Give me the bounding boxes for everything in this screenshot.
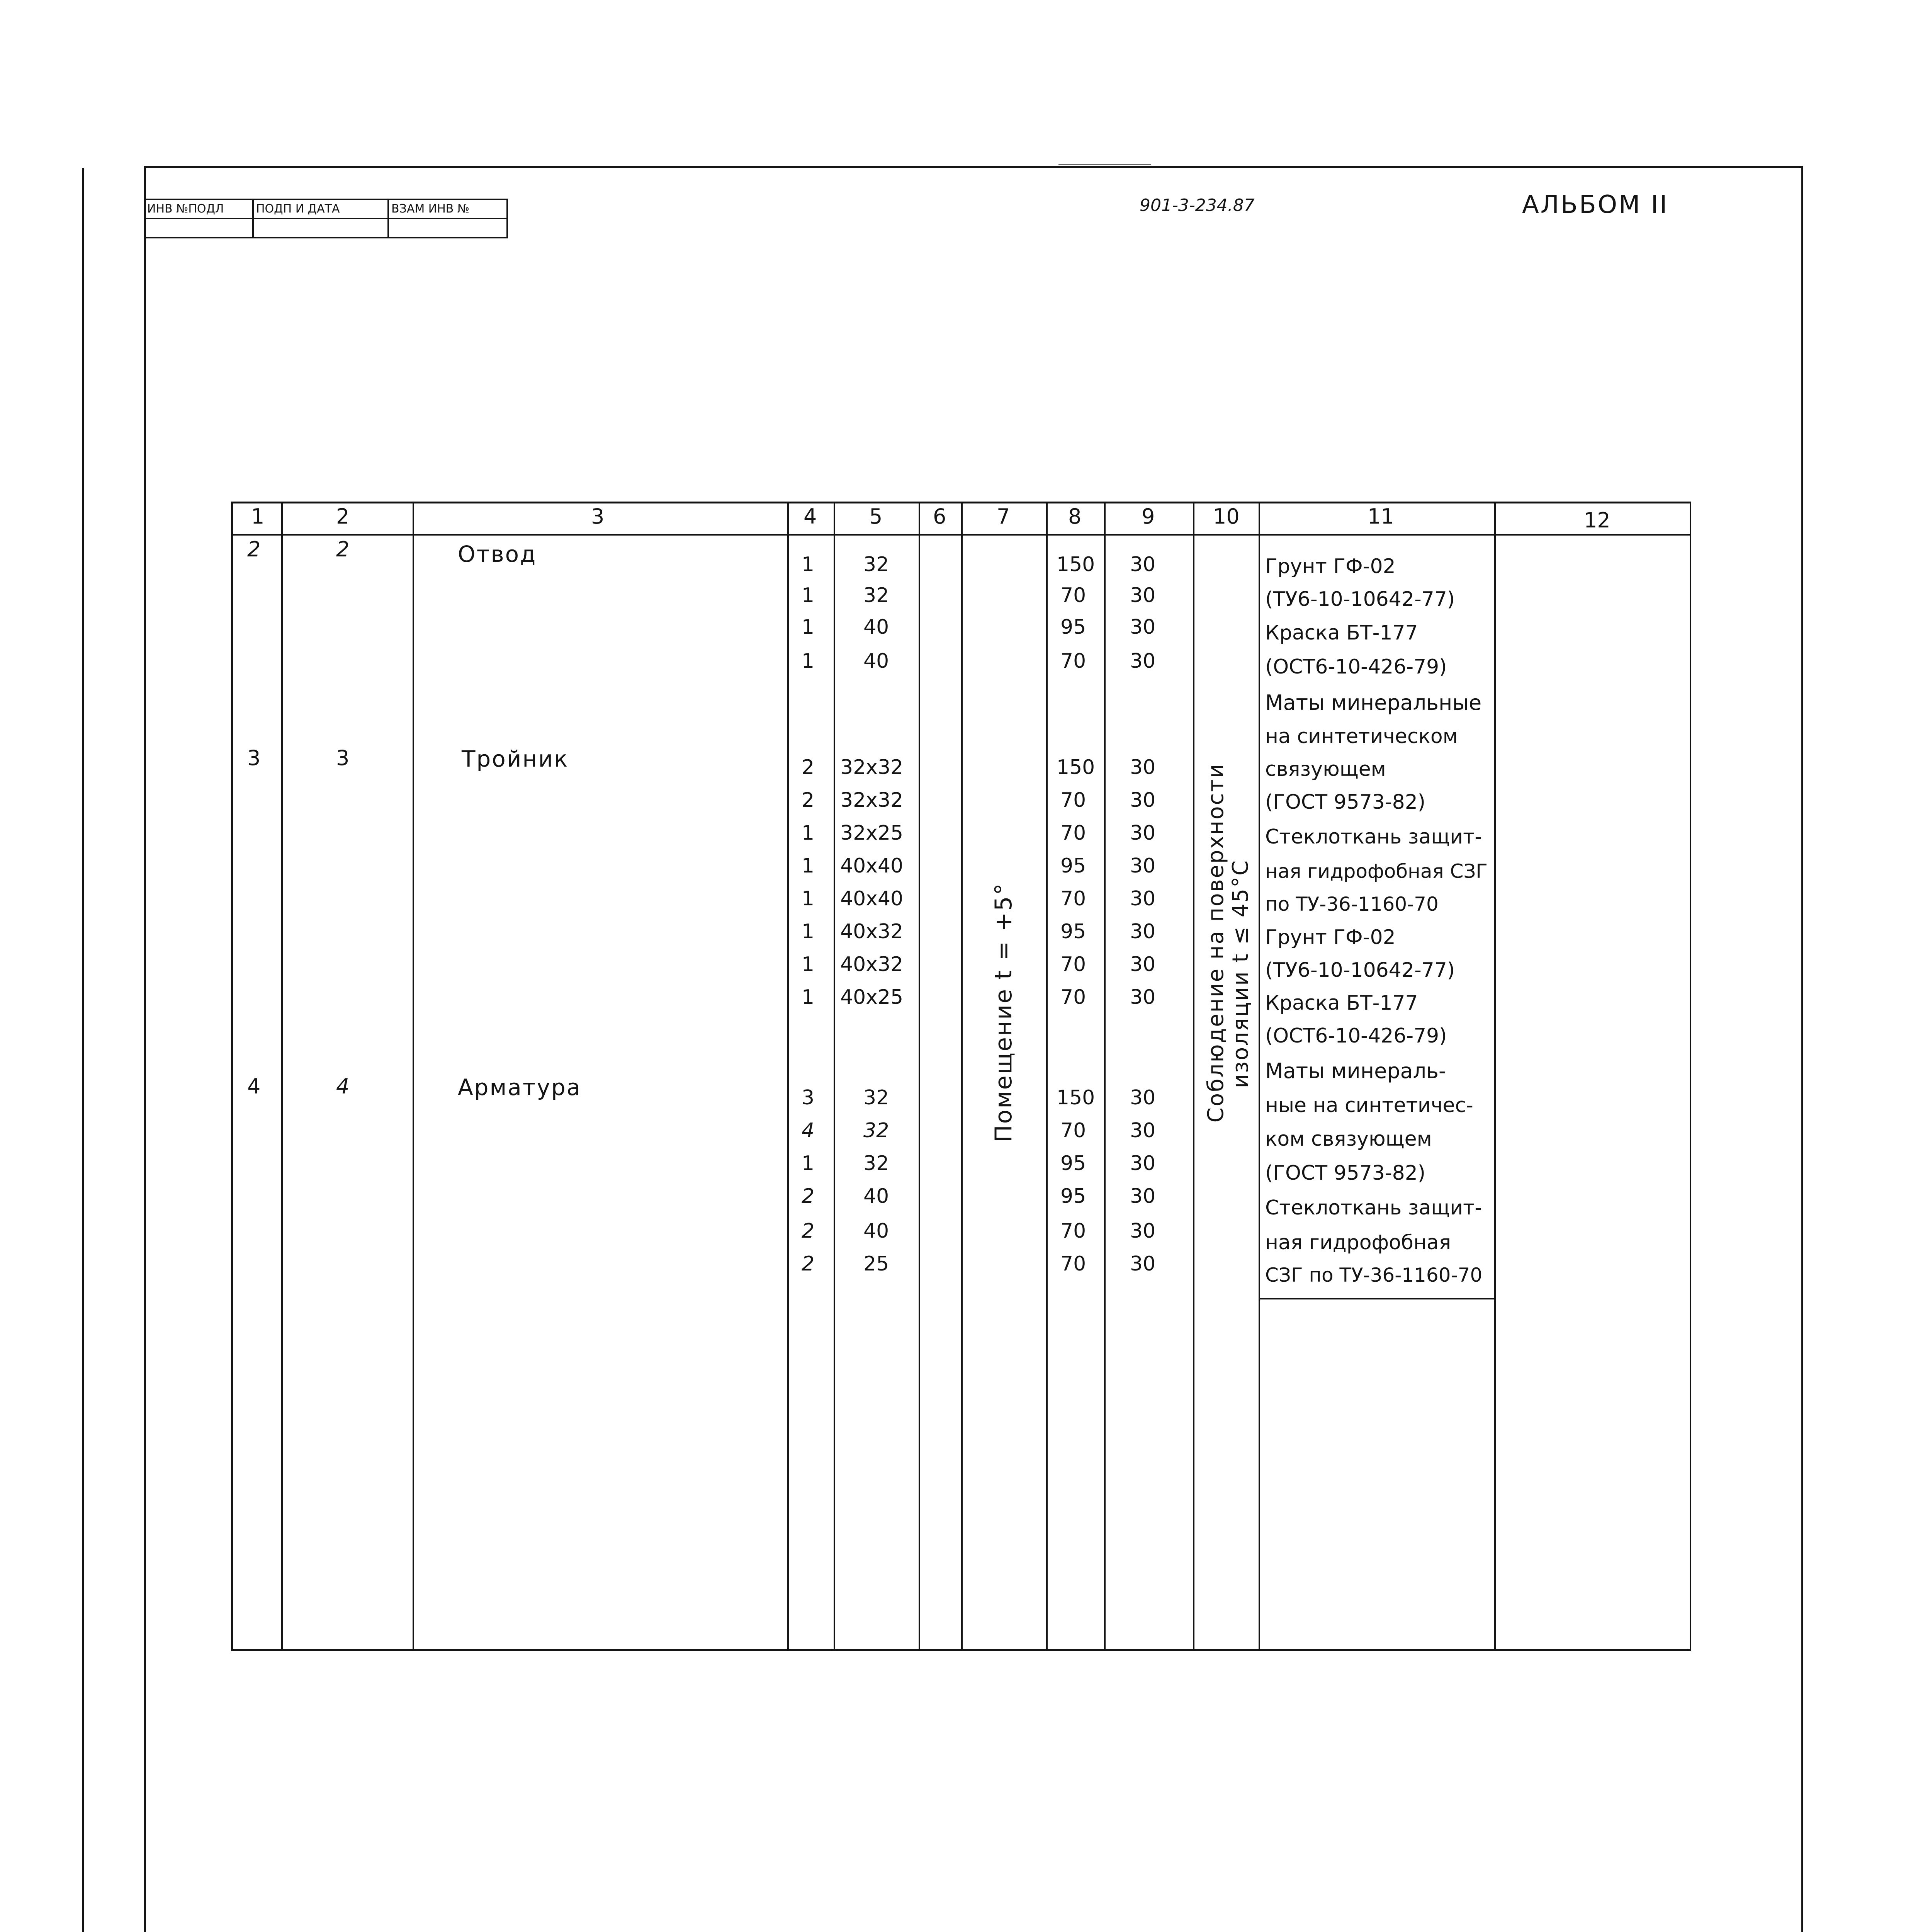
- row2-dim-5: 40x32: [840, 920, 904, 943]
- row2-c8-2: 70: [1060, 821, 1086, 845]
- row2-dim-3: 40x40: [840, 854, 904, 878]
- row2-c8-4: 70: [1060, 887, 1086, 910]
- row2-qty-1: 2: [802, 789, 815, 812]
- col-header-7: 7: [997, 504, 1010, 529]
- row1-c8-0: 150: [1057, 553, 1095, 576]
- row2-dim-7: 40x25: [840, 986, 904, 1009]
- row1-dim-1: 32: [863, 584, 889, 607]
- col-header-12: 12: [1584, 508, 1611, 532]
- row3-c8-3: 95: [1060, 1185, 1086, 1208]
- col-header-8: 8: [1068, 504, 1082, 529]
- row3-c8-0: 150: [1057, 1086, 1095, 1109]
- row1-c9-3: 30: [1130, 650, 1156, 673]
- material-line-14: Краска БТ-177: [1265, 992, 1418, 1015]
- row2-name: Тройник: [462, 746, 569, 772]
- row3-c9-0: 30: [1130, 1086, 1156, 1109]
- material-line-3: Краска БТ-177: [1265, 621, 1418, 645]
- row1-qty-1: 1: [802, 584, 815, 607]
- row1-dim-2: 40: [863, 616, 889, 639]
- row1-c9-2: 30: [1130, 616, 1156, 639]
- material-line-15: (ОСТ6-10-426-79): [1265, 1024, 1447, 1048]
- material-line-22: СЗГ по ТУ-36-1160-70: [1265, 1264, 1483, 1286]
- album-label: АЛЬБОМ II: [1522, 190, 1669, 219]
- row2-c8-1: 70: [1060, 789, 1086, 812]
- row3-dim-5: 25: [863, 1252, 889, 1276]
- row2-qty-7: 1: [802, 986, 815, 1009]
- col-header-9: 9: [1142, 504, 1155, 529]
- row2-c8-5: 95: [1060, 920, 1086, 943]
- material-line-5: Маты минеральные: [1265, 690, 1482, 715]
- col-header-5: 5: [869, 504, 883, 529]
- row3-qty-0: 3: [802, 1086, 815, 1109]
- material-line-16: Маты минераль-: [1265, 1059, 1446, 1083]
- stamp-label-sign: ПОДП И ДАТА: [256, 202, 340, 216]
- row1-c9-0: 30: [1130, 553, 1156, 576]
- material-line-2: (ТУ6-10-10642-77): [1265, 588, 1455, 611]
- row3-c9-4: 30: [1130, 1219, 1156, 1243]
- row1-dim-0: 32: [863, 553, 889, 576]
- row1-qty-0: 1: [802, 553, 815, 576]
- material-line-6: на синтетическом: [1265, 725, 1458, 748]
- row3-name: Арматура: [458, 1074, 582, 1100]
- row2-c8-3: 95: [1060, 854, 1086, 878]
- row2-c9-5: 30: [1130, 920, 1156, 943]
- stamp-label-inv: ИНВ №ПОДЛ: [147, 202, 224, 216]
- material-line-11: по ТУ-36-1160-70: [1265, 893, 1439, 915]
- material-line-17: ные на синтетичес-: [1265, 1094, 1473, 1117]
- col-header-6: 6: [933, 504, 946, 529]
- row3-qty-5: 2: [802, 1252, 815, 1276]
- row2-c9-3: 30: [1130, 854, 1156, 878]
- row2-c9-6: 30: [1130, 953, 1156, 976]
- row2-qty-3: 1: [802, 854, 815, 878]
- binding-margin-line: [82, 168, 84, 1932]
- col-header-11: 11: [1368, 504, 1394, 529]
- row3-c9-1: 30: [1130, 1119, 1156, 1142]
- row3-dim-3: 40: [863, 1185, 889, 1208]
- frame-right-line: [1801, 166, 1803, 1932]
- material-line-1: Грунт ГФ-02: [1265, 555, 1396, 578]
- frame-top-line: [144, 166, 1801, 168]
- row3-c9-3: 30: [1130, 1185, 1156, 1208]
- row3-dim-2: 32: [863, 1152, 889, 1175]
- material-line-13: (ТУ6-10-10642-77): [1265, 959, 1455, 982]
- row3-dim-1: 32: [863, 1119, 889, 1142]
- row1-c8-2: 95: [1060, 616, 1086, 639]
- col-header-4: 4: [804, 504, 817, 529]
- material-end-rule: [1260, 1298, 1494, 1299]
- row3-c8-2: 95: [1060, 1152, 1086, 1175]
- row2-dim-6: 40x32: [840, 953, 904, 976]
- col-header-2: 2: [336, 504, 350, 529]
- row2-c9-0: 30: [1130, 756, 1156, 779]
- row2-col2: 3: [336, 746, 350, 770]
- row3-c9-5: 30: [1130, 1252, 1156, 1276]
- row3-qty-2: 1: [802, 1152, 815, 1175]
- row2-qty-6: 1: [802, 953, 815, 976]
- material-line-20: Стеклоткань защит-: [1265, 1196, 1482, 1219]
- row1-col2: 2: [336, 537, 350, 561]
- row1-dim-3: 40: [863, 650, 889, 673]
- row2-qty-0: 2: [802, 756, 815, 779]
- row1-col1: 2: [247, 537, 261, 561]
- row1-c9-1: 30: [1130, 584, 1156, 607]
- row2-dim-4: 40x40: [840, 887, 904, 910]
- row3-qty-1: 4: [802, 1119, 815, 1142]
- row2-c9-1: 30: [1130, 789, 1156, 812]
- row2-c9-2: 30: [1130, 821, 1156, 845]
- row2-c8-0: 150: [1057, 756, 1095, 779]
- row2-qty-5: 1: [802, 920, 815, 943]
- material-line-7: связующем: [1265, 758, 1386, 781]
- stamp-label-replaced: ВЗАМ ИНВ №: [391, 202, 470, 216]
- row3-c8-5: 70: [1060, 1252, 1086, 1276]
- row3-dim-4: 40: [863, 1219, 889, 1243]
- material-line-4: (ОСТ6-10-426-79): [1265, 655, 1447, 679]
- row2-c9-4: 30: [1130, 887, 1156, 910]
- row1-c8-3: 70: [1060, 650, 1086, 673]
- frame-left-line: [144, 166, 146, 1932]
- row1-qty-2: 1: [802, 616, 815, 639]
- doc-code: 901-3-234.87: [1140, 196, 1255, 215]
- row3-qty-3: 2: [802, 1185, 815, 1208]
- row3-col1: 4: [247, 1074, 261, 1099]
- row3-c8-1: 70: [1060, 1119, 1086, 1142]
- row2-qty-2: 1: [802, 821, 815, 845]
- row3-c9-2: 30: [1130, 1152, 1156, 1175]
- row2-c8-7: 70: [1060, 986, 1086, 1009]
- col-header-10: 10: [1213, 504, 1240, 529]
- header-stamp: [144, 199, 508, 237]
- row3-c8-4: 70: [1060, 1219, 1086, 1243]
- row2-dim-1: 32x32: [840, 789, 904, 812]
- row2-qty-4: 1: [802, 887, 815, 910]
- row3-col2: 4: [336, 1074, 350, 1099]
- material-line-21: ная гидрофобная: [1265, 1231, 1451, 1254]
- top-faint-mark: [1058, 164, 1151, 165]
- row2-dim-2: 32x25: [840, 821, 904, 845]
- row1-qty-3: 1: [802, 650, 815, 673]
- material-line-19: (ГОСТ 9573-82): [1265, 1162, 1426, 1185]
- col-header-3: 3: [591, 504, 605, 529]
- material-line-18: ком связующем: [1265, 1128, 1432, 1151]
- material-line-12: Грунт ГФ-02: [1265, 926, 1396, 949]
- material-line-8: (ГОСТ 9573-82): [1265, 791, 1426, 814]
- row3-dim-0: 32: [863, 1086, 889, 1109]
- row2-c8-6: 70: [1060, 953, 1086, 976]
- row2-dim-0: 32x32: [840, 756, 904, 779]
- row2-c9-7: 30: [1130, 986, 1156, 1009]
- material-line-10: ная гидрофобная СЗГ: [1265, 860, 1488, 883]
- material-line-9: Стеклоткань защит-: [1265, 825, 1482, 849]
- row1-name: Отвод: [458, 541, 537, 567]
- row3-qty-4: 2: [802, 1219, 815, 1243]
- row2-col1: 3: [247, 746, 261, 770]
- col-header-1: 1: [251, 504, 265, 529]
- row1-c8-1: 70: [1060, 584, 1086, 607]
